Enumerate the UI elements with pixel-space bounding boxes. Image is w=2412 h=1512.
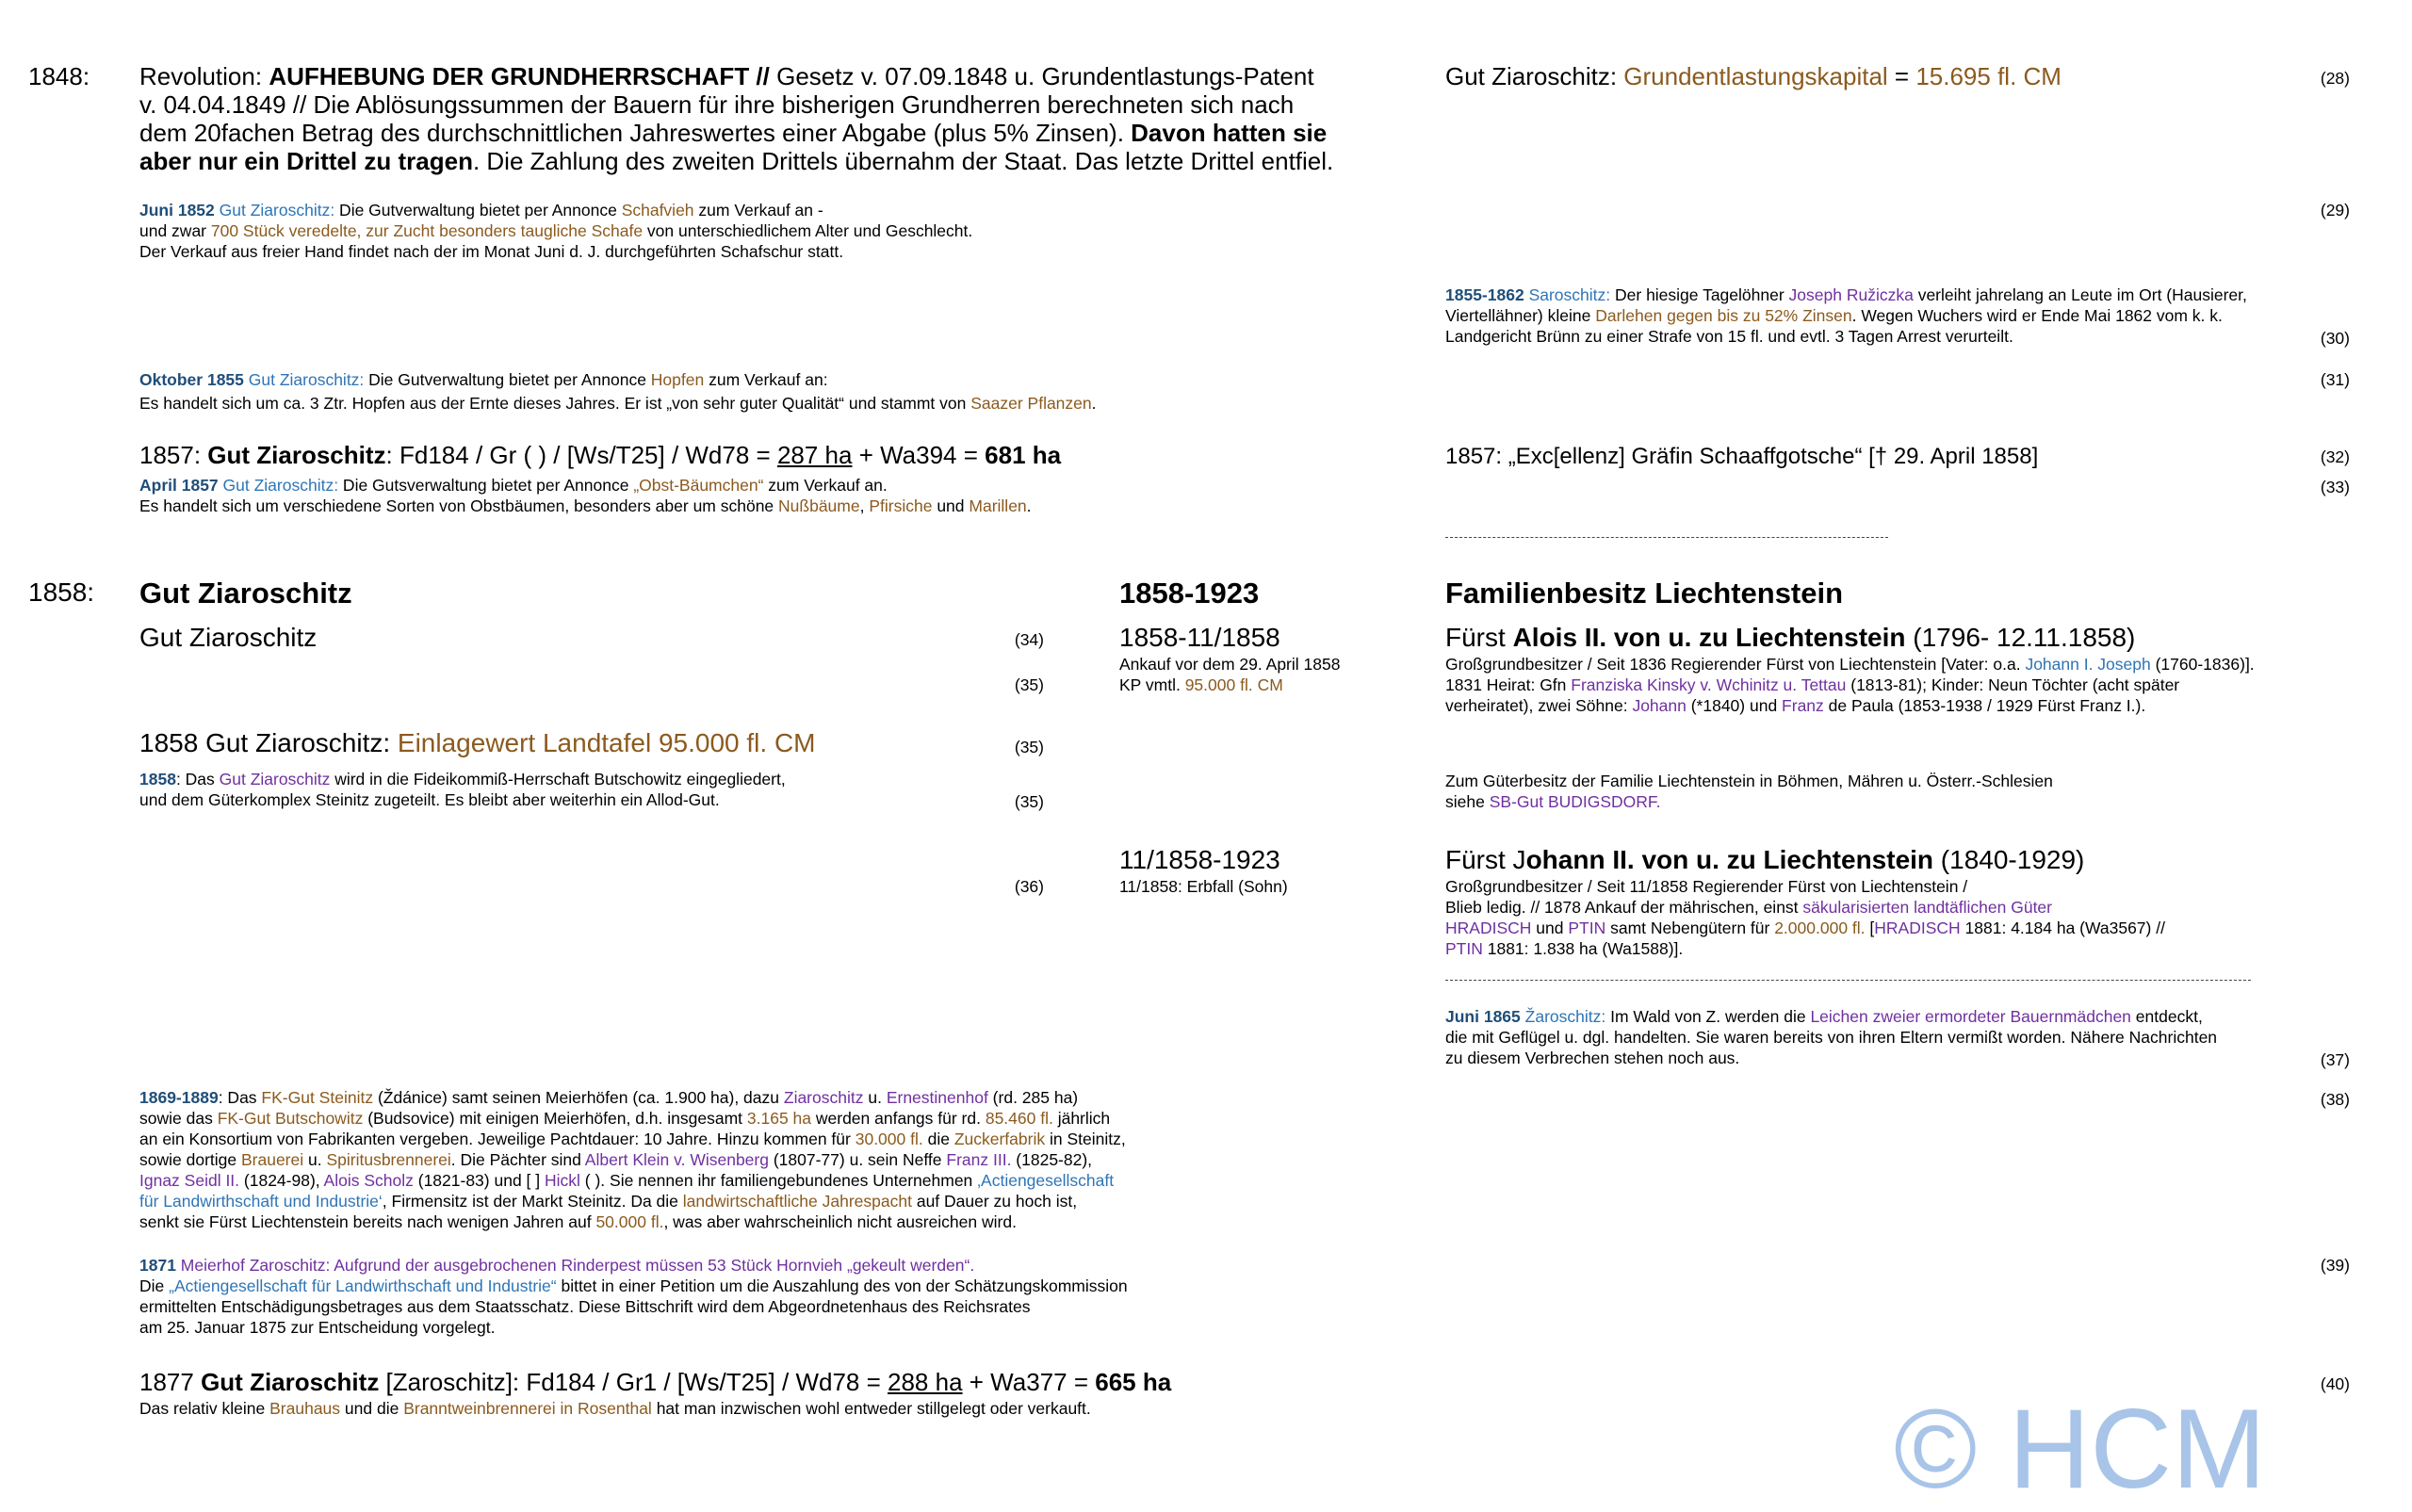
entry-saroschitz: 1855-1862 Saroschitz: Der hiesige Tagelöhner Joseph Ružiczka verleiht jahrelang an Leute im Ort (Hausierer, Viertellähner) kleine Darlehen gegen bis zu 52% Zinsen. Wegen Wuchers wird er Ende Mai 1862 vom k. k. Landgericht Brünn zu einer Strafe von 15 fl. und evtl. 3 Tagen Arrest verurteilt. bbox=[1445, 285, 2247, 346]
heading-familienbesitz: Familienbesitz Liechtenstein bbox=[1445, 577, 1844, 610]
note-36: (36) bbox=[1014, 877, 1044, 896]
year-1848: 1848: bbox=[28, 62, 90, 90]
note-28: (28) bbox=[2320, 69, 2350, 88]
note-34: (34) bbox=[1014, 630, 1044, 649]
period-1858-1923-detail: 11/1858: Erbfall (Sohn) bbox=[1119, 877, 1288, 896]
note-37: (37) bbox=[2320, 1050, 2350, 1069]
line-1877-gut: 1877 Gut Ziaroschitz [Zaroschitz]: Fd184 / Gr1 / [Ws/T25] / Wd78 = 288 ha + Wa377 = 665 ha bbox=[139, 1368, 1172, 1396]
note-33: (33) bbox=[2320, 478, 2350, 496]
note-35b: (35) bbox=[1014, 738, 1044, 756]
gueterbesitz-note: Zum Güterbesitz der Familie Liechtenstein in Böhmen, Mähren u. Österr.-Schlesien siehe SB-Gut BUDIGSDORF. bbox=[1445, 772, 2053, 811]
entry-1869-1889: 1869-1889: Das FK-Gut Steinitz (Ždánice) samt seinen Meierhöfen (ca. 1.900 ha), dazu Ziaroschitz u. Ernestinenhof (rd. 285 ha) sowie das FK-Gut Butschowitz (Budsovice) mit einigen Meierhöfen, d.h. insgesamt 3.165 ha werden anfangs für rd. 85.460 fl. jährlich an ein Konsortium von Fabrikanten vergeben. Jeweilige Pachtdauer: 10 Jahre. Hinzu kommen für 30.000 fl. die Zuckerfabrik in Steinitz, sowie dortige Brauerei u. Spiritusbrennerei. Die Pächter sind Albert Klein v. Wisenberg (1807-77) u. sein Neffe Franz III. (1825-82), Ignaz Seidl II. (1824-98), Alois Scholz (1821-83) und [ ] Hickl ( ). Sie nennen ihr familiengebundenes Unternehmen ‚Actiengesellschaft für Landwirthschaft und Industrie‘, Firmensitz ist der Markt Steinitz. Da die landwirtschaftliche Jahrespacht auf Dauer zu hoch ist, senkt sie Fürst Liechtenstein bereits nach wenigen Jahren auf 50.000 fl., was aber wahrscheinlich nicht ausreichen wird. bbox=[139, 1088, 1126, 1231]
line-1857-graefin: 1857: „Exc[ellenz] Gräfin Schaaffgotsche“ [† 29. April 1858] bbox=[1445, 444, 2039, 469]
note-30: (30) bbox=[2320, 329, 2350, 348]
entry-april-1857: April 1857 Gut Ziaroschitz: Die Gutsverwaltung bietet per Annonce „Obst-Bäumchen“ zum Verkauf an. Es handelt sich um verschiedene Sorten von Obstbäumen, besonders aber um schöne Nußbäume, Pfirsiche und Marillen. bbox=[139, 476, 1032, 515]
entry-oktober-1855: Oktober 1855 Gut Ziaroschitz: Die Gutverwaltung bietet per Annonce Hopfen zum Verkauf an: Es handelt sich um ca. 3 Ztr. Hopfen aus der Ernte dieses Jahres. Er ist „von sehr guter Qualität“ und stammt von Saazer Pflanzen. bbox=[139, 370, 1097, 413]
grundentlastung-line: Gut Ziaroschitz: Grundentlastungskapital = 15.695 fl. CM bbox=[1445, 62, 2062, 90]
line-1857-gut: 1857: Gut Ziaroschitz: Fd184 / Gr ( ) / [Ws/T25] / Wd78 = 287 ha + Wa394 = 681 ha bbox=[139, 441, 1062, 469]
alois-details: Großgrundbesitzer / Seit 1836 Regierender Fürst von Liechtenstein [Vater: o.a. Johann I. Joseph (1760-1836)]. 1831 Heirat: Gfn Franziska Kinsky v. Wchinitz u. Tettau (1813-81); Kinder: Neun Töchter (acht später verheiratet), zwei Söhne: Johann (*1840) und Franz de Paula (1853-1938 / 1929 Fürst Franz I.). bbox=[1445, 655, 2255, 715]
note-29: (29) bbox=[2320, 201, 2350, 219]
heading-gut-ziaroschitz: Gut Ziaroschitz bbox=[139, 577, 352, 610]
note-35c: (35) bbox=[1014, 792, 1044, 811]
line-1877-detail: Das relativ kleine Brauhaus und die Branntweinbrennerei in Rosenthal hat man inzwischen wohl entweder stillgelegt oder verkauft. bbox=[139, 1399, 1091, 1418]
einlagewert-line: 1858 Gut Ziaroschitz: Einlagewert Landtafel 95.000 fl. CM bbox=[139, 728, 816, 757]
entry-juni-1865: Juni 1865 Žaroschitz: Im Wald von Z. werden die Leichen zweier ermordeter Bauernmädchen entdeckt, die mit Geflügel u. dgl. handelten. Sie waren bereits von ihren Eltern vermißt worden. Nähere Nachrichten zu diesem Verbrechen stehen noch aus. bbox=[1445, 1007, 2218, 1067]
johann-details: Großgrundbesitzer / Seit 11/1858 Regierender Fürst von Liechtenstein / Blieb ledig. // 1878 Ankauf der mährischen, einst säkularisierten landtäflichen Güter HRADISCH und PTIN samt Nebengütern für 2.000.000 fl. [HRADISCH 1881: 4.184 ha (Wa3567) // PTIN 1881: 1.838 ha (Wa1588)]. bbox=[1445, 877, 2165, 958]
entry-1858-fideikommiss: 1858: Das Gut Ziaroschitz wird in die Fideikommiß-Herrschaft Butschowitz eingegliedert, und dem Güterkomplex Steinitz zugeteilt. Es bleibt aber weiterhin ein Allod-Gut. bbox=[139, 770, 786, 809]
revolution-paragraph: Revolution: AUFHEBUNG DER GRUNDHERRSCHAFT // Gesetz v. 07.09.1848 u. Grundentlastungs-Patent v. 04.04.1849 // Die Ablösungssummen der Bauern für ihre bisherigen Grundherren berechneten sich nach dem 20fachen Betrag des durchschnittlichen Jahreswertes einer Abgabe (plus 5% Zinsen). Davon hatten sie aber nur ein Drittel zu tragen. Die Zahlung des zweiten Drittels übernahm der Staat. Das letzte Drittel entfiel. bbox=[139, 62, 1334, 175]
note-35a: (35) bbox=[1014, 675, 1044, 694]
note-32: (32) bbox=[2320, 447, 2350, 466]
period-1858: 1858-11/1858 bbox=[1119, 623, 1280, 652]
period-1858-details: Ankauf vor dem 29. April 1858 KP vmtl. 95.000 fl. CM bbox=[1119, 655, 1341, 694]
johann-heading: Fürst Johann II. von u. zu Liechtenstein (1840-1929) bbox=[1445, 845, 2085, 874]
alois-heading: Fürst Alois II. von u. zu Liechtenstein (1796- 12.11.1858) bbox=[1445, 623, 2136, 652]
period-1858-1923: 11/1858-1923 bbox=[1119, 845, 1280, 874]
hcm-watermark: © HCM bbox=[1894, 1386, 2267, 1512]
note-38: (38) bbox=[2320, 1090, 2350, 1109]
divider-1 bbox=[1445, 537, 1888, 538]
heading-1858-1923: 1858-1923 bbox=[1119, 577, 1260, 610]
entry-juni-1852: Juni 1852 Gut Ziaroschitz: Die Gutverwaltung bietet per Annonce Schafvieh zum Verkauf an - und zwar 700 Stück veredelte, zur Zucht besonders taugliche Schafe von unterschiedlichem Alter und Geschlecht. Der Verkauf aus freier Hand findet nach der im Monat Juni d. J. durchgeführten Schafschur statt. bbox=[139, 201, 973, 261]
note-31: (31) bbox=[2320, 370, 2350, 389]
gut-ziaroschitz-label: Gut Ziaroschitz bbox=[139, 623, 318, 652]
note-39: (39) bbox=[2320, 1256, 2350, 1275]
year-1858: 1858: bbox=[28, 577, 95, 607]
entry-1871: 1871 Meierhof Zaroschitz: Aufgrund der ausgebrochenen Rinderpest müssen 53 Stück Hornvieh „gekeult werden“. Die „Actiengesellschaft für Landwirthschaft und Industrie“ bittet in einer Petition um die Auszahlung des von der Schätzungskommission ermittelten Entschädigungsbetrages aus dem Staatsschatz. Diese Bittschrift wird dem Abgeordnetenhaus des Reichsrates am 25. Januar 1875 zur Entscheidung vorgelegt. bbox=[139, 1256, 1128, 1337]
divider-2 bbox=[1445, 980, 2251, 981]
note-40: (40) bbox=[2320, 1374, 2350, 1393]
